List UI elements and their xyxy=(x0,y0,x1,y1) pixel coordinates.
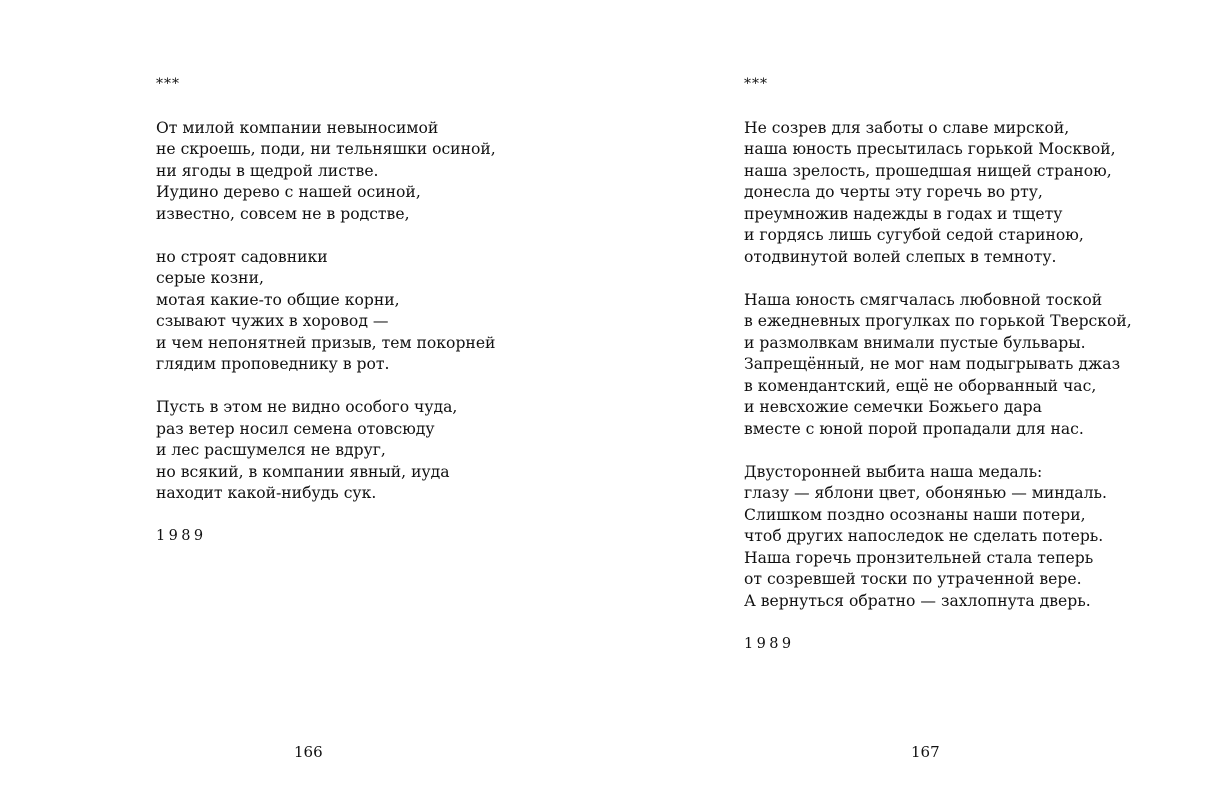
verse-line: и невсхожие семечки Божьего дара xyxy=(744,398,1042,416)
stanza xyxy=(156,118,496,226)
verse-line: и лес расшумелся не вдруг, xyxy=(156,441,386,459)
verse-line: раз ветер носил семена отовсюду xyxy=(156,419,435,438)
page-number: 167 xyxy=(911,743,940,761)
stanza xyxy=(156,397,496,505)
verse-line: не скроешь, поди, ни тельняшки осиной, xyxy=(156,140,496,158)
verse-line: Запрещённый, не мог нам подыгрывать джаз xyxy=(744,355,1121,373)
poem-year: 1989 xyxy=(156,528,207,544)
verse-line: А вернуться обратно — захлопнута дверь. xyxy=(744,591,1091,610)
stanza xyxy=(156,247,496,376)
verse-line: и чем непонятней призыв, тем покорней xyxy=(156,333,496,352)
verse-line: ни ягоды в щедрой листве. xyxy=(156,161,379,180)
verse-line: Слишком поздно осознаны наши потери, xyxy=(744,505,1086,524)
stanza xyxy=(744,462,1132,613)
verse-line: Наша горечь пронзительней стала теперь xyxy=(744,548,1094,567)
poem-separator: *** xyxy=(156,76,180,92)
verse-line: наша юность пресытилась горькой Москвой, xyxy=(744,140,1116,158)
verse-line: Пусть в этом не видно особого чуда, xyxy=(156,398,458,416)
verse-line: от созревшей тоски по утраченной вере. xyxy=(744,570,1082,588)
verse-line: и гордясь лишь сугубой седой стариною, xyxy=(744,226,1084,244)
verse-line: Наша юность смягчалась любовной тоской xyxy=(744,290,1103,309)
verse-line: глядим проповеднику в рот. xyxy=(156,355,390,373)
verse-line: в комендантский, ещё не оборванный час, xyxy=(744,376,1097,395)
verse-line: Двусторонней выбита наша медаль: xyxy=(744,462,1043,481)
stanza xyxy=(744,290,1132,441)
verse-line: Не созрев для заботы о славе мирской, xyxy=(744,118,1070,137)
verse-line: глазу — яблони цвет, обонянью — миндаль. xyxy=(744,484,1107,502)
verse-line: Иудино дерево с нашей осиной, xyxy=(156,183,421,201)
verse-line: серые козни, xyxy=(156,269,264,287)
verse-line: вместе с юной порой пропадали для нас. xyxy=(744,419,1084,438)
verse-line: но строят садовники xyxy=(156,247,328,266)
poem-left xyxy=(156,74,496,548)
verse-line: сзывают чужих в хоровод — xyxy=(156,312,389,330)
verse-line: наша зрелость, прошедшая нищей страною, xyxy=(744,161,1112,180)
verse-line: От милой компании невыносимой xyxy=(156,118,439,137)
verse-line: и размолвкам внимали пустые бульвары. xyxy=(744,333,1086,352)
verse-line: но всякий, в компании явный, иуда xyxy=(156,462,450,481)
poem-year: 1989 xyxy=(744,635,795,652)
verse-line: известно, совсем не в родстве, xyxy=(156,204,410,223)
verse-line: донесла до черты эту горечь во рту, xyxy=(744,183,1043,201)
poem-right xyxy=(744,74,1132,655)
right-page xyxy=(615,0,1230,800)
poem-separator: *** xyxy=(744,76,768,92)
verse-line: чтоб других напоследок не сделать потерь. xyxy=(744,527,1104,545)
verse-line: в ежедневных прогулках по горькой Тверской, xyxy=(744,312,1132,330)
stanza xyxy=(744,118,1132,269)
verse-line: находит какой-нибудь сук. xyxy=(156,484,377,502)
verse-line: отодвинутой волей слепых в темноту. xyxy=(744,247,1057,266)
verse-line: преумножив надежды в годах и тщету xyxy=(744,204,1063,223)
page-number: 166 xyxy=(294,743,323,761)
verse-line: мотая какие-то общие корни, xyxy=(156,290,400,309)
